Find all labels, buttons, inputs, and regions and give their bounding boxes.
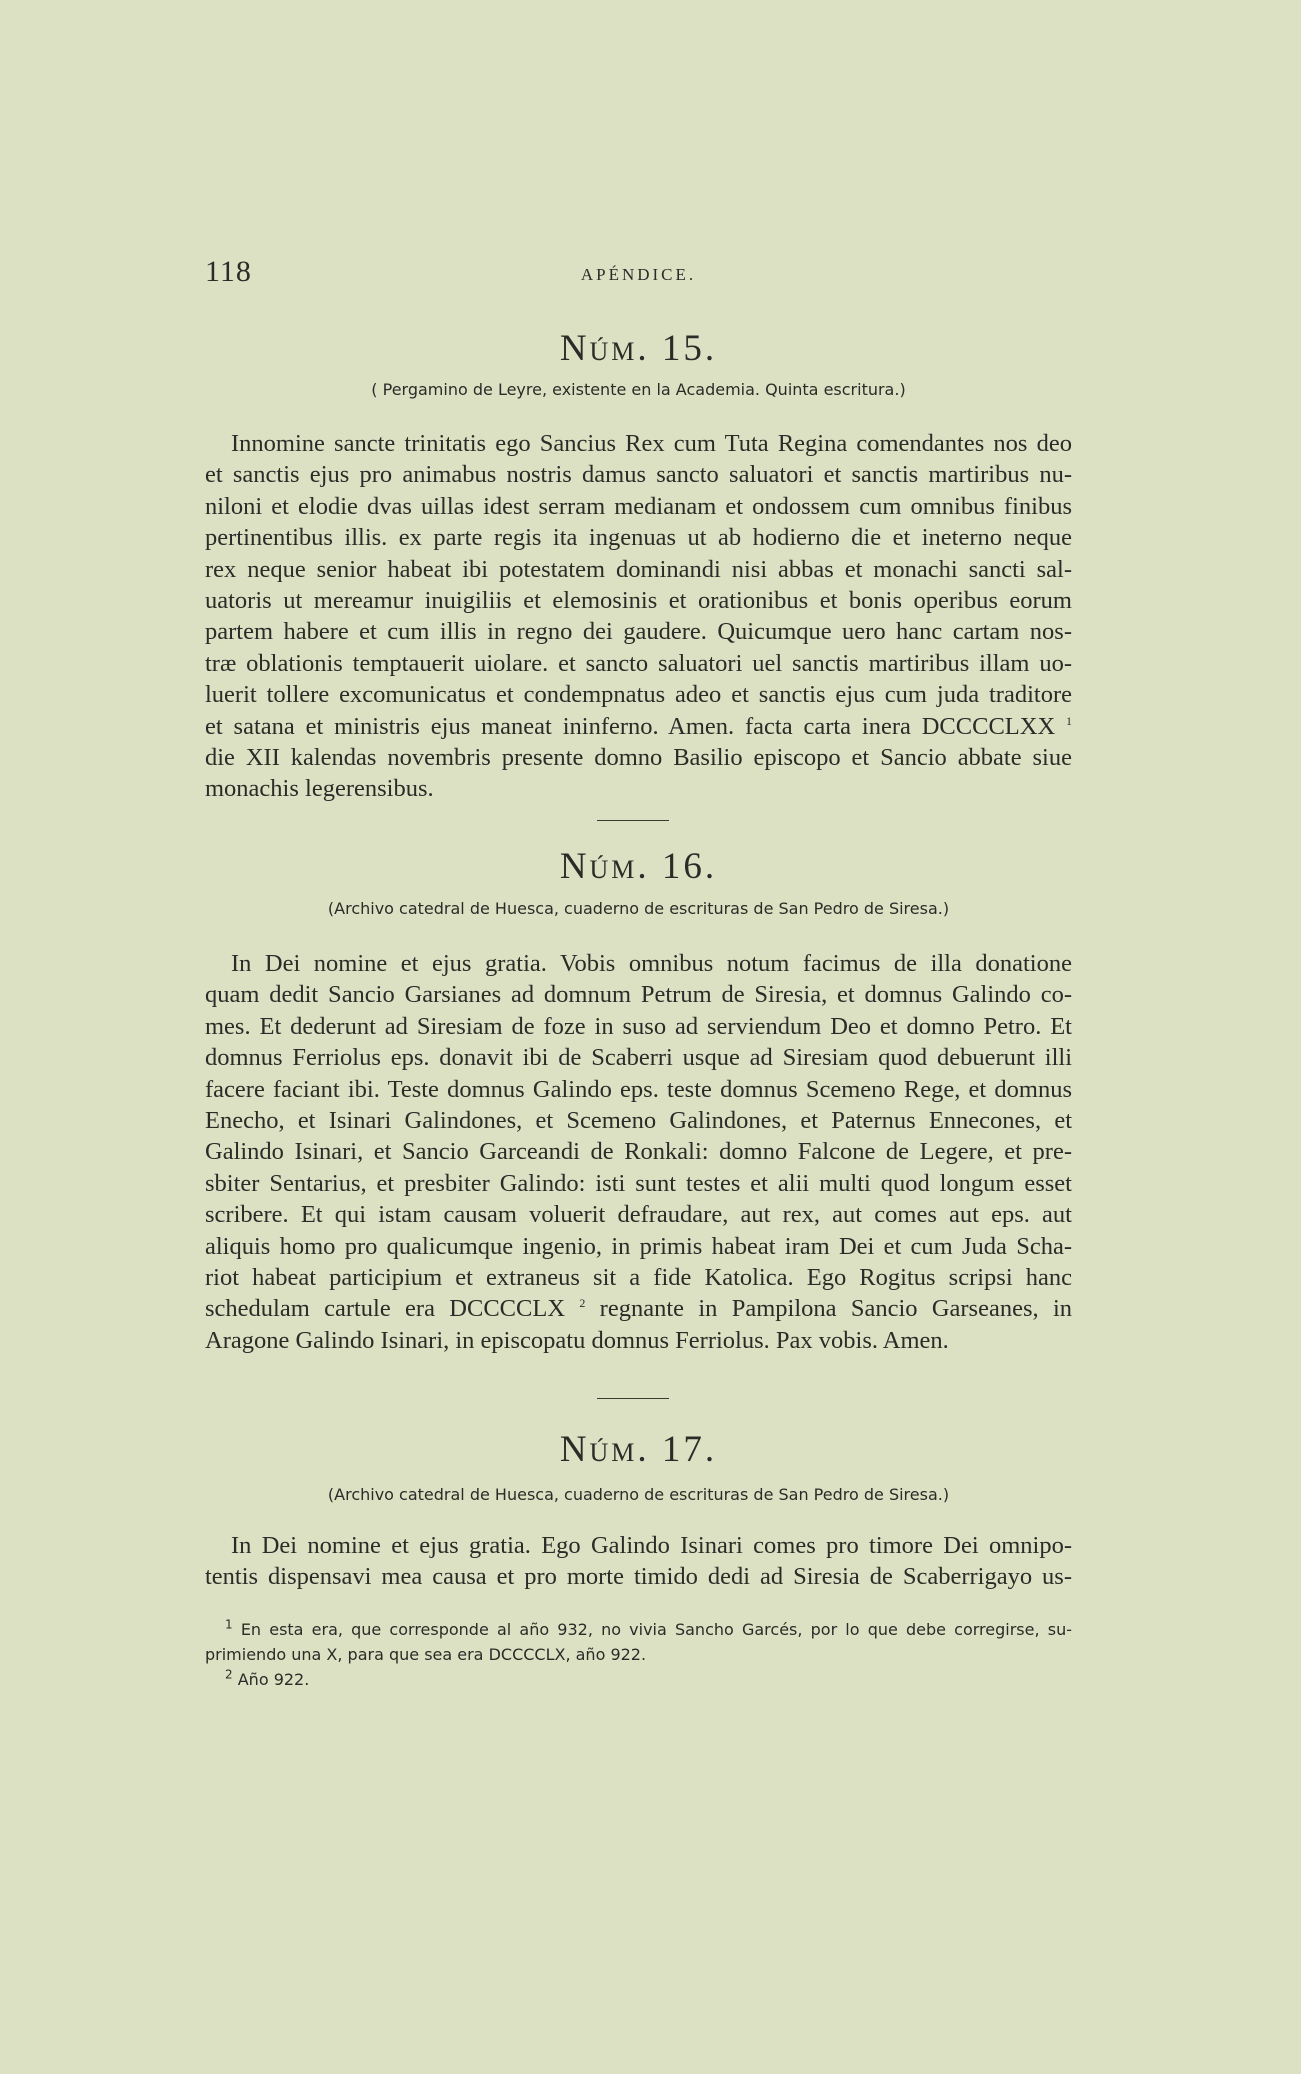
section-title-15: Núm. 15. [559,328,718,369]
text-fragment: regnante in Pampilona Sancio Garseanes, in [599,1295,1073,1323]
section-body-16 [205,948,1072,1356]
text-line: In Dei nomine et ejus gratia. Vobis omnibus notum facimus de illa donatione [231,950,1072,977]
text-line: sbiter Sentarius, et presbiter Galindo: isti sunt testes et alii multi quod longum esset [205,1169,1072,1197]
footnotes [205,1617,1072,1692]
text-line: monachis legerensibus. [205,775,434,803]
footnote-ref-2: 2 [579,1296,586,1311]
footnote-mark: 1 [225,1617,233,1632]
page-number: 118 [205,255,252,288]
text-line: træ oblationis temptauerit uiolare. et sancto saluatori uel sanctis martiribus illam uo- [205,649,1072,677]
text-line: tentis dispensavi mea causa et pro morte timido dedi ad Siresia de Scaberrigayo us- [205,1563,1072,1591]
text-fragment: schedulam cartule era DCCCCLX [205,1295,566,1323]
section-title-17: Núm. 17. [559,1429,718,1470]
text-line: Innomine sancte trinitatis ego Sancius Rex cum Tuta Regina comendantes nos deo [231,430,1072,457]
running-head [205,255,1072,295]
footnote-1 [205,1617,1072,1642]
text-line: mes. Et dederunt ad Siresiam de foze in suso ad serviendum Deo et domno Petro. Et [205,1012,1072,1040]
text-line: die XII kalendas novembris presente domno Basilio episcopo et Sancio abbate siue [205,743,1072,771]
source-note-17: (Archivo catedral de Huesca, cuaderno de escrituras de San Pedro de Siresa.) [327,1485,950,1504]
text-line: aliquis homo pro qualicumque ingenio, in primis habeat iram Dei et cum Juda Scha- [205,1232,1072,1260]
text-line: In Dei nomine et ejus gratia. Ego Galindo Isinari comes pro timore Dei omnipo- [231,1532,1072,1559]
section-divider [597,820,669,821]
text-line: partem habere et cum illis in regno dei gaudere. Quicumque uero hanc cartam nos- [205,618,1072,646]
text-line: uatoris ut mereamur inuigiliis et elemosinis et orationibus et bonis operibus eorum [205,586,1072,614]
footnote-text: En esta era, que corresponde al año 932, no vivia Sancho Garcés, por lo que debe corregirse, su- [240,1620,1072,1639]
section-body-15 [205,428,1072,805]
text-line: pertinentibus illis. ex parte regis ita ingenuas ut ab hodierno die et ineterno neque [205,524,1072,552]
section-body-17 [205,1530,1072,1593]
section-divider [597,1398,669,1399]
text-line: riot habeat participium et extraneus sit a fide Katolica. Ego Rogitus scripsi hanc [205,1263,1072,1291]
footnote-1-continued: primiendo una X, para que sea era DCCCCLX, año 922. [205,1645,647,1664]
source-note-15: ( Pergamino de Leyre, existente en la Academia. Quinta escritura.) [371,380,906,399]
text-fragment: et satana et ministris ejus maneat ininferno. Amen. facta carta inera DCCCCLXX [205,712,1056,740]
text-line: domnus Ferriolus eps. donavit ibi de Scaberri usque ad Siresiam quod debuerunt illi [205,1044,1072,1072]
text-line: Aragone Galindo Isinari, in episcopatu domnus Ferriolus. Pax vobis. Amen. [205,1326,949,1354]
text-line [205,711,1072,742]
text-line: quam dedit Sancio Garsianes ad domnum Petrum de Siresia, et domnus Galindo co- [205,981,1072,1009]
text-line: scribere. Et qui istam causam voluerit defraudare, aut rex, aut comes aut eps. aut [205,1201,1072,1229]
footnote-mark: 2 [225,1667,233,1682]
source-note-16: (Archivo catedral de Huesca, cuaderno de escrituras de San Pedro de Siresa.) [327,899,950,918]
text-line: luerit tollere excomunicatus et condempnatus adeo et sanctis ejus cum juda traditore [205,681,1072,709]
text-line: facere faciant ibi. Teste domnus Galindo eps. teste domnus Scemeno Rege, et domnus [205,1075,1072,1103]
text-line: Galindo Isinari, et Sancio Garceandi de Ronkali: domno Falcone de Legere, et pre- [205,1138,1072,1166]
text-line [205,1293,1072,1324]
footnote-ref-1: 1 [1066,713,1073,728]
footnote-2 [205,1667,1072,1692]
text-line: et sanctis ejus pro animabus nostris damus sancto saluatori et sanctis martiribus nu- [205,461,1072,489]
text-line: Enecho, et Isinari Galindones, et Scemeno Galindones, et Paternus Ennecones, et [205,1106,1072,1134]
text-line: rex neque senior habeat ibi potestatem dominandi nisi abbas et monachi sancti sal- [205,555,1072,583]
section-title-16: Núm. 16. [559,846,718,887]
footnote-text: Año 922. [237,1670,310,1689]
running-title: APÉNDICE. [580,265,697,284]
text-line: niloni et elodie dvas uillas idest serram medianam et ondossem cum omnibus finibus [205,492,1072,520]
